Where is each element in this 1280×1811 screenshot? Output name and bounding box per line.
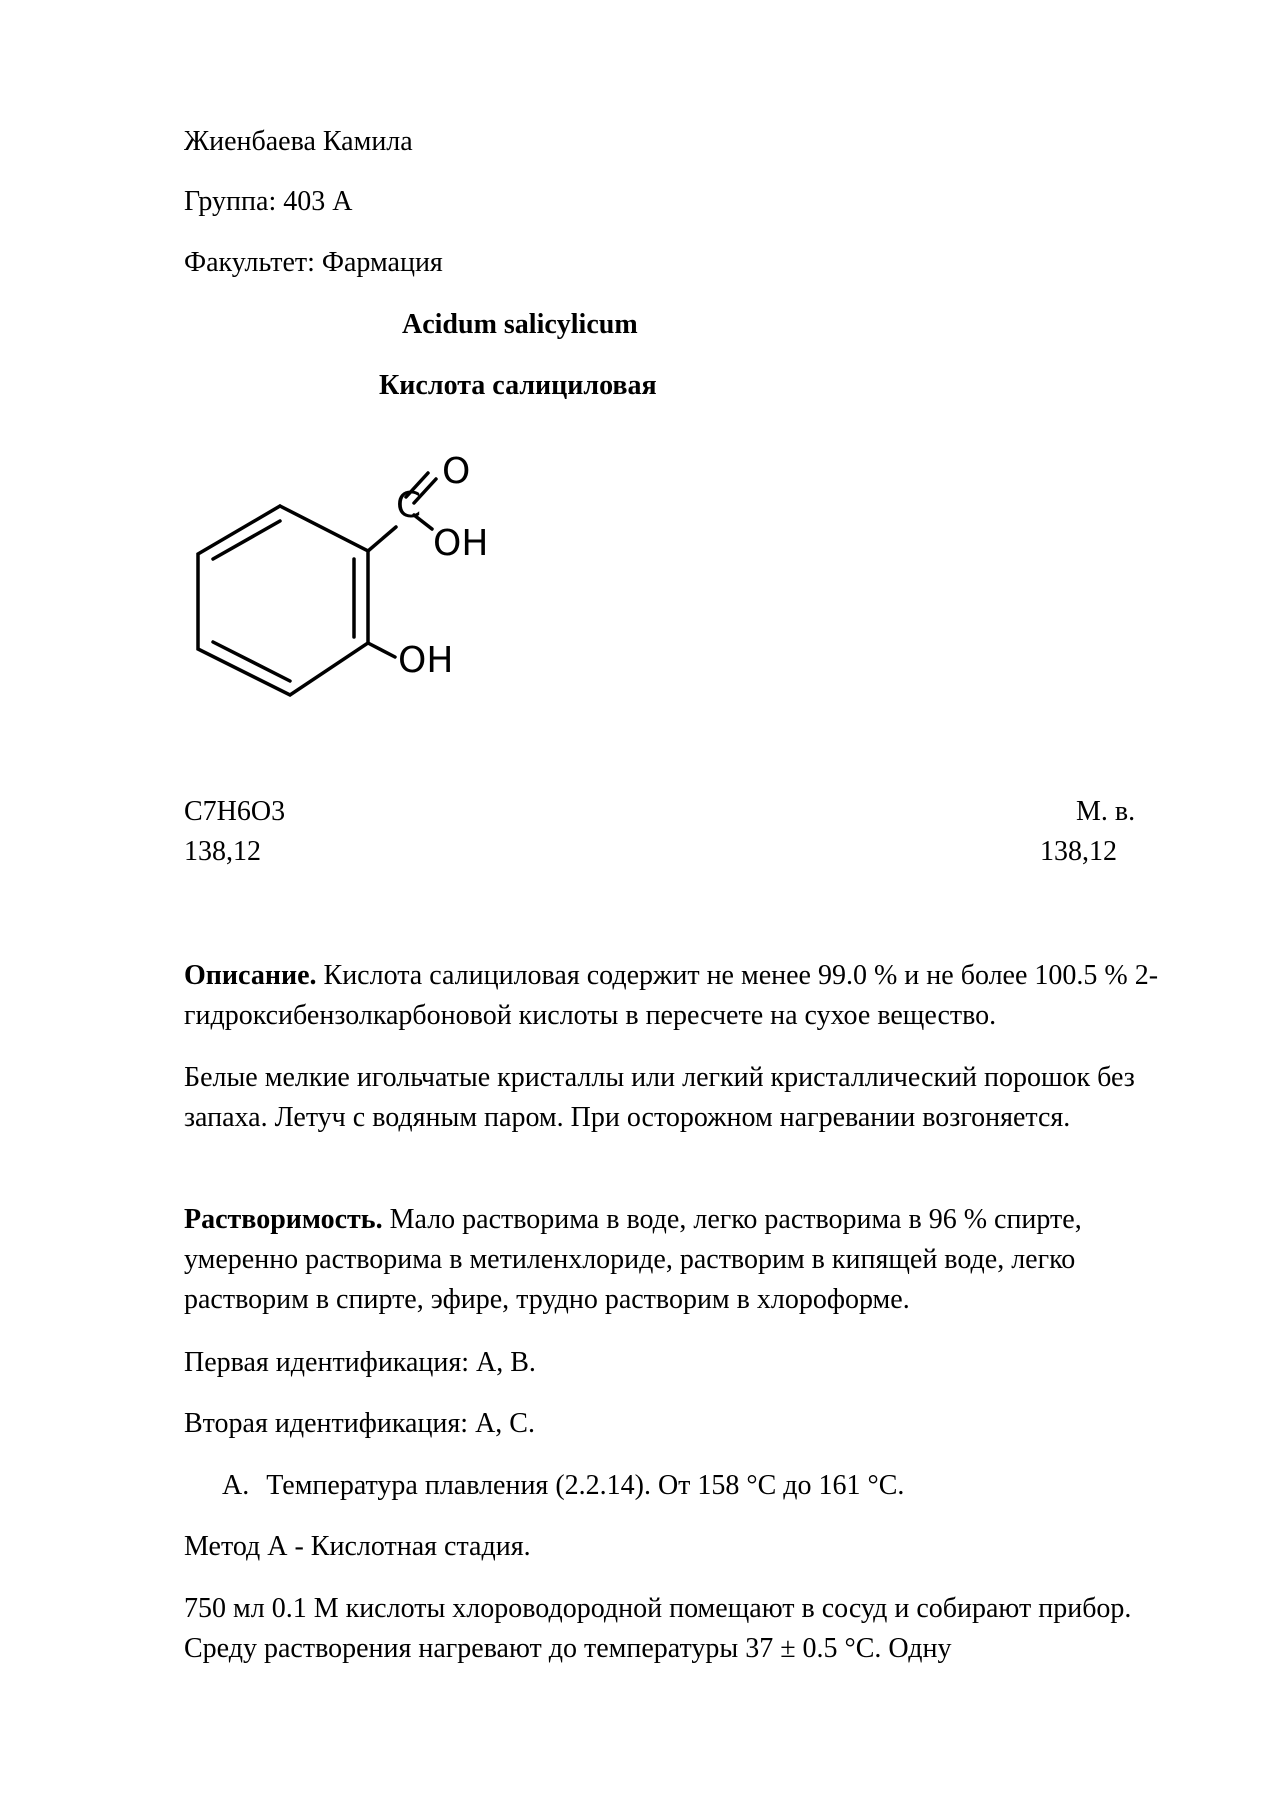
method-title: Метод А - Кислотная стадия. [184, 1531, 531, 1562]
atom-o-label: O [442, 451, 471, 492]
item-a-text: Температура плавления (2.2.14). От 158 °С до 161 °С. [266, 1470, 905, 1501]
solubility-label: Растворимость. [184, 1204, 383, 1235]
acid-oh-label: OH [433, 523, 489, 564]
mass-label: М. в. [1076, 796, 1136, 827]
solubility-text: Мало растворима в воде, легко растворима в 96 % спирте, умеренно растворима в метиленхлориде, растворим в кипящей воде, легко растворим в спирте, эфире, трудно растворим в хлороформе. [184, 1204, 1082, 1315]
title-russian: Кислота салициловая [379, 370, 657, 401]
benzene-ring [198, 506, 368, 695]
mass-value-left: 138,12 [184, 836, 261, 867]
mass-value-right: 138,12 [1040, 836, 1117, 867]
author-name: Жиенбаева Камила [184, 126, 413, 157]
description-label: Описание. [184, 960, 317, 991]
description-text: Кислота салициловая содержит не менее 99.0 % и не более 100.5 % 2-гидроксибензолкарбоновой кислоты в пересчете на сухое вещество. [184, 960, 1159, 1031]
phenol-oh-label: OH [398, 640, 454, 681]
identification-item-a [222, 1466, 904, 1506]
group-line: Группа: 403 А [184, 186, 353, 217]
molecular-formula: C7H6O3 [184, 796, 286, 827]
appearance-paragraph: Белые мелкие игольчатые кристаллы или легкий кристаллический порошок без запаха. Летуч с водяным паром. При осторожном нагревании возгоняется. [184, 1062, 1135, 1133]
atom-c-label: C [396, 485, 422, 526]
method-paragraph: 750 мл 0.1 М кислоты хлороводородной помещают в сосуд и собирают прибор. Среду растворения нагревают до температуры 37 ± 0.5 °С. Одну [184, 1593, 1132, 1664]
item-a-marker: A. [222, 1470, 250, 1501]
title-latin: Acidum salicylicum [402, 309, 638, 340]
faculty-line: Факультет: Фармация [184, 247, 443, 278]
solubility-paragraph [184, 1200, 1184, 1320]
first-identification: Первая идентификация: A, B. [184, 1347, 536, 1378]
description-paragraph [184, 956, 1184, 1036]
salicylic-acid-structure [188, 445, 548, 710]
second-identification: Вторая идентификация: A, C. [184, 1408, 535, 1439]
